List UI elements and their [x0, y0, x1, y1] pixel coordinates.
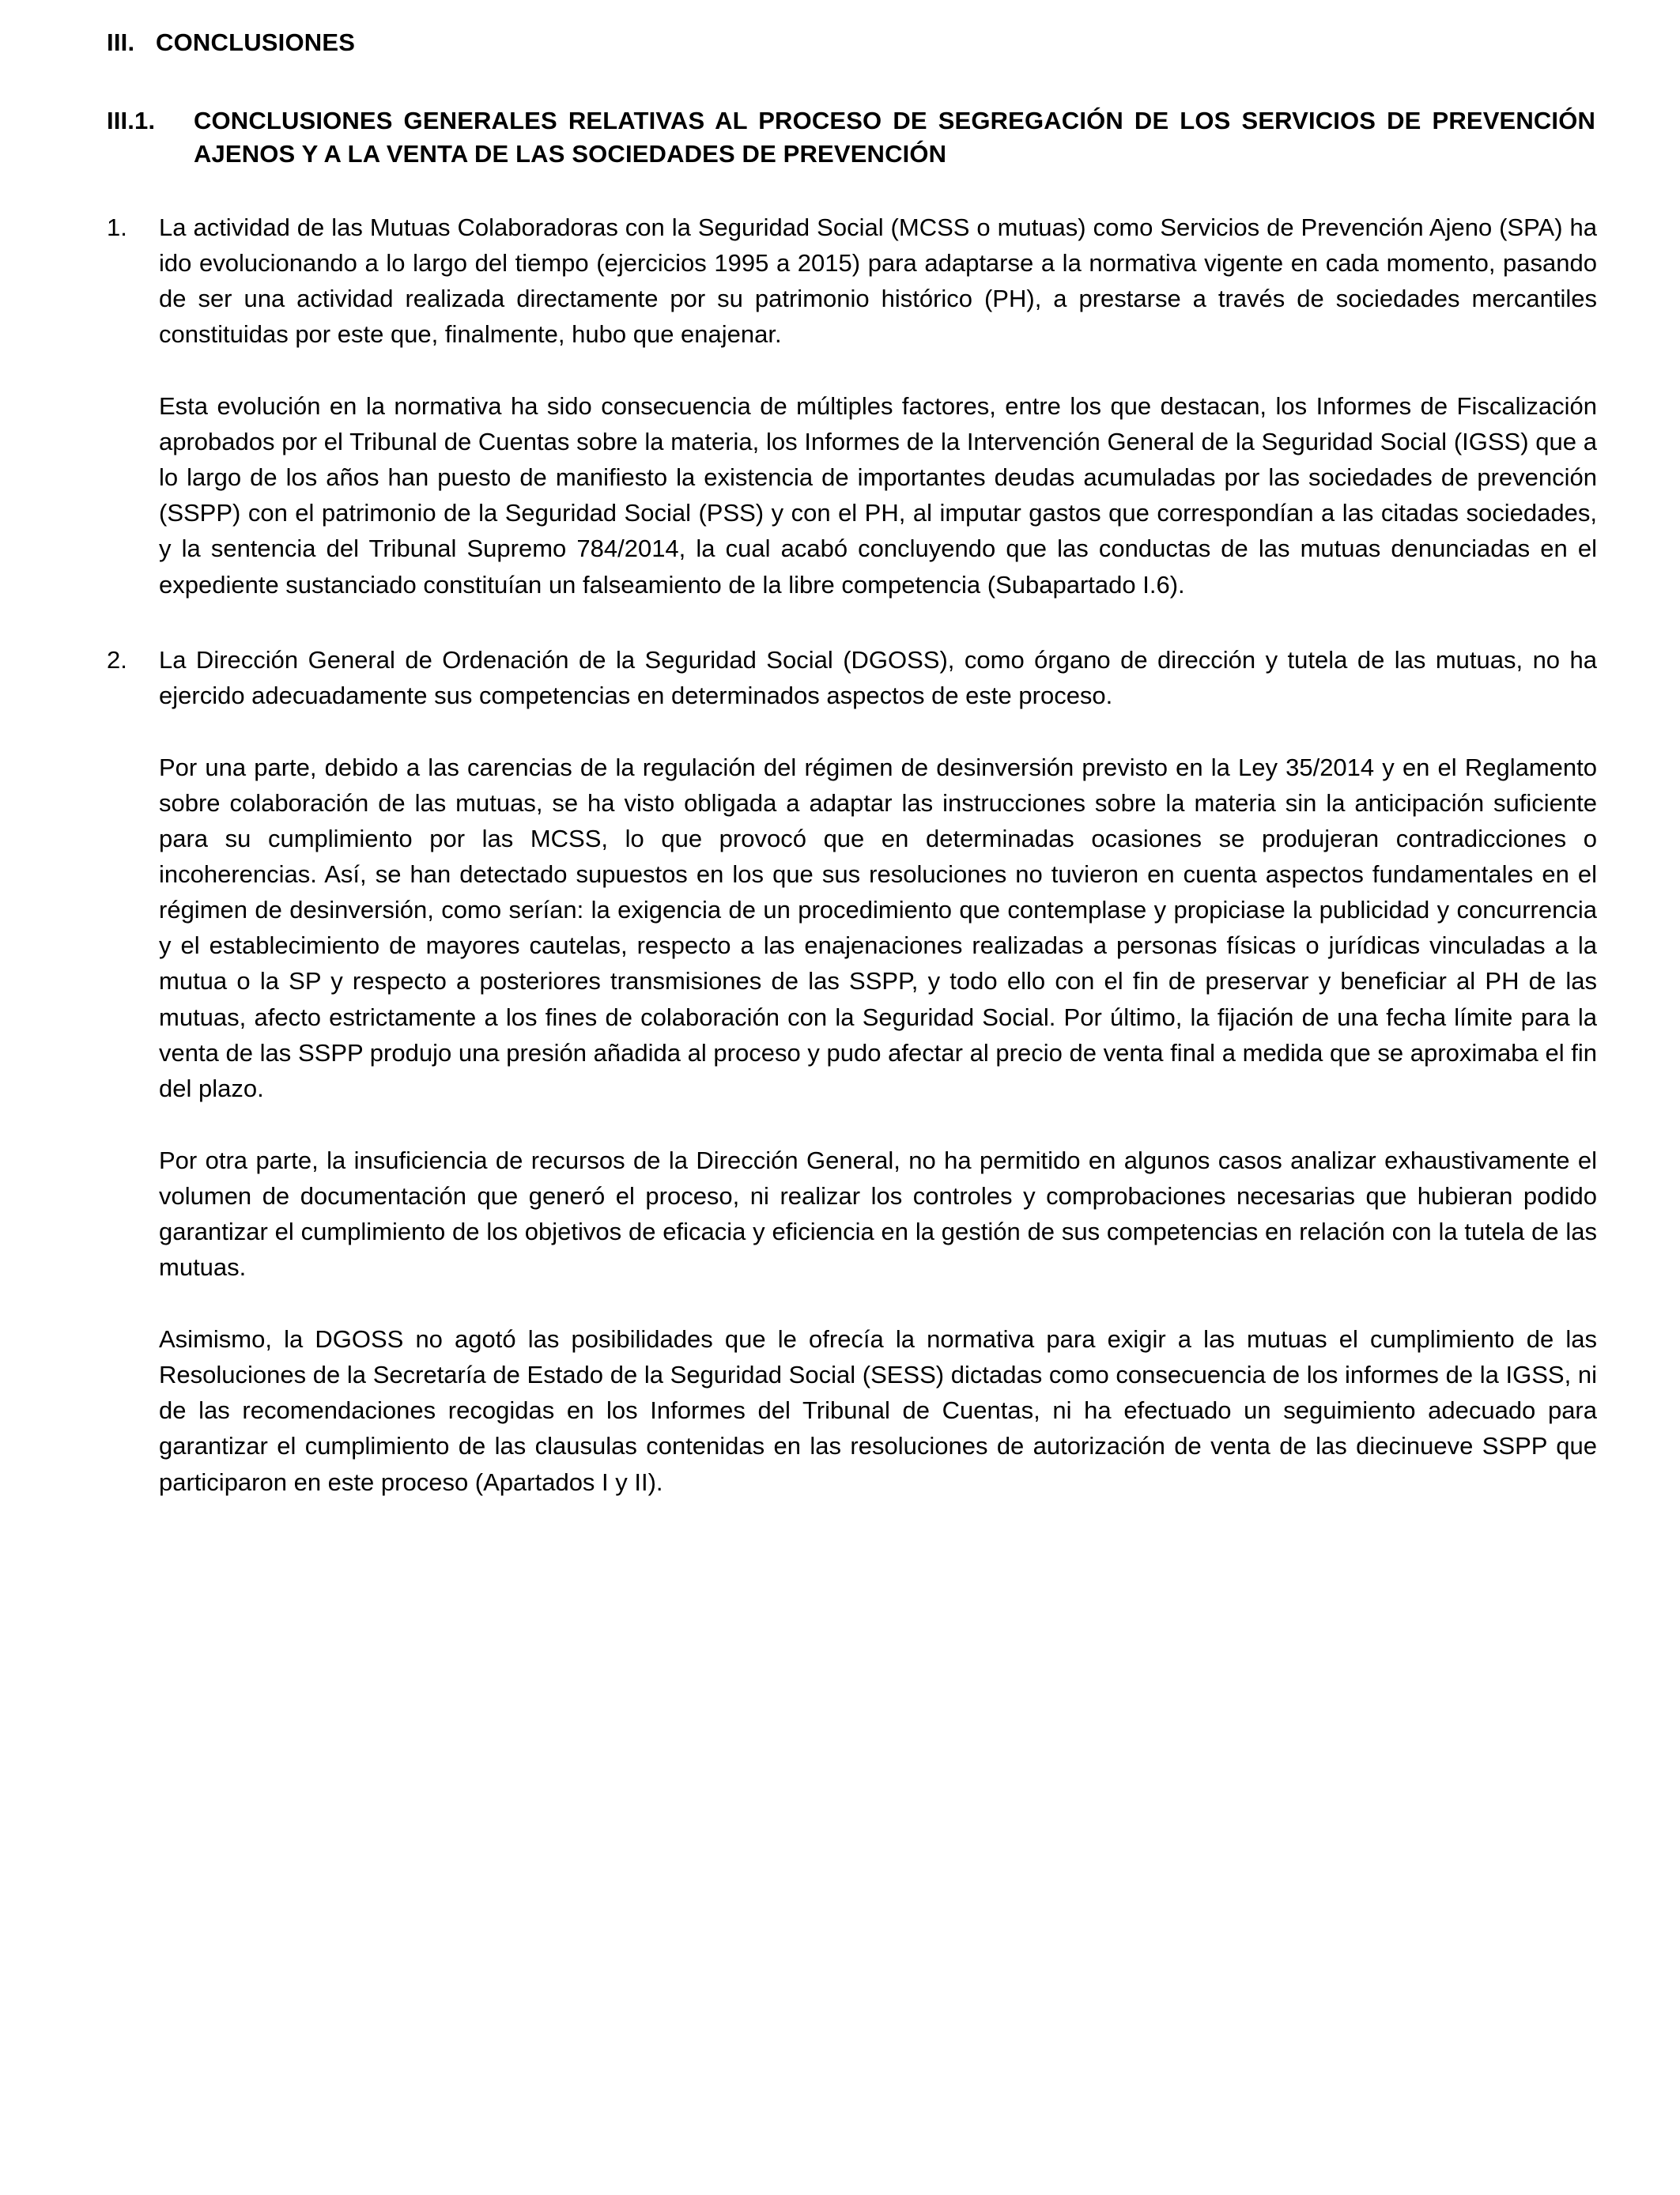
conclusion-item: [107, 210, 1597, 603]
section-heading-title: CONCLUSIONES: [156, 28, 356, 56]
subsection-heading-number: III.1.: [107, 107, 156, 135]
conclusion-item-number: 2.: [107, 645, 127, 674]
subsection-heading-title: CONCLUSIONES GENERALES RELATIVAS AL PROCESO DE SEGREGACIÓN DE LOS SERVICIOS DE PREVENCIÓN AJENOS Y A LA VENTA DE LAS SOCIEDADES DE PREVENCIÓN: [194, 107, 1595, 168]
paragraph: Asimismo, la DGOSS no agotó las posibilidades que le ofrecía la normativa para exigir a las mutuas el cumplimiento de las Resoluciones de la Secretaría de Estado de la Seguridad Social (SESS) dictadas como consecuencia de los informes de la IGSS, ni de las recomendaciones recogidas en los Informes del Tribunal de Cuentas, ni ha efectuado un seguimiento adecuado para garantizar el cumplimiento de las clausulas contenidas en las resoluciones de autorización de venta de las diecinueve SSPP que participaron en este proceso (Apartados I y II).: [159, 1325, 1597, 1496]
paragraph: La actividad de las Mutuas Colaboradoras con la Seguridad Social (MCSS o mutuas) como Servicios de Prevención Ajeno (SPA) ha ido evolucionando a lo largo del tiempo (ejercicios 1995 a 2015) para adaptarse a la normativa vigente en cada momento, pasando de ser una actividad realizada directamente por su patrimonio histórico (PH), a prestarse a través de sociedades mercantiles constituidas por este que, finalmente, hubo que enajenar.: [159, 213, 1597, 349]
conclusion-item-body: [159, 642, 1597, 1500]
conclusion-item-body: [159, 210, 1597, 603]
paragraph: Esta evolución en la normativa ha sido consecuencia de múltiples factores, entre los que destacan, los Informes de Fiscalización aprobados por el Tribunal de Cuentas sobre la materia, los Informes de la Intervención General de la Seguridad Social (IGSS) que a lo largo de los años han puesto de manifiesto la existencia de importantes deudas acumuladas por las sociedades de prevención (SSPP) con el patrimonio de la Seguridad Social (PSS) y con el PH, al imputar gastos que correspondían a las citadas sociedades, y la sentencia del Tribunal Supremo 784/2014, la cual acabó concluyendo que las conductas de las mutuas denunciadas en el expediente sustanciado constituían un falseamiento de la libre competencia (Subapartado I.6).: [159, 392, 1597, 599]
paragraph: La Dirección General de Ordenación de la Seguridad Social (DGOSS), como órgano de dirección y tutela de las mutuas, no ha ejercido adecuadamente sus competencias en determinados aspectos de este proceso.: [159, 645, 1597, 709]
paragraph: Por una parte, debido a las carencias de la regulación del régimen de desinversión previsto en la Ley 35/2014 y en el Reglamento sobre colaboración de las mutuas, se ha visto obligada a adaptar las instrucciones sobre la materia sin la anticipación suficiente para su cumplimiento por las MCSS, lo que provocó que en determinadas ocasiones se produjeran contradicciones o incoherencias. Así, se han detectado supuestos en los que sus resoluciones no tuvieron en cuenta aspectos fundamentales en el régimen de desinversión, como serían: la exigencia de un procedimiento que contemplase y propiciase la publicidad y concurrencia y el establecimiento de mayores cautelas, respecto a las enajenaciones realizadas a personas físicas o jurídicas vinculadas a la mutua o la SP y respecto a posteriores transmisiones de las SSPP, y todo ello con el fin de preservar y beneficiar al PH de las mutuas, afecto estrictamente a los fines de colaboración con la Seguridad Social. Por último, la fijación de una fecha límite para la venta de las SSPP produjo una presión añadida al proceso y pudo afectar al precio de venta final a medida que se aproximaba el fin del plazo.: [159, 753, 1597, 1102]
section-heading: [107, 27, 1597, 59]
conclusion-item-number: 1.: [107, 213, 127, 241]
section-heading-number: III.: [107, 28, 135, 56]
paragraph: Por otra parte, la insuficiencia de recursos de la Dirección General, no ha permitido en algunos casos analizar exhaustivamente el volumen de documentación que generó el proceso, ni realizar los controles y comprobaciones necesarias que hubieran podido garantizar el cumplimiento de los objetivos de eficacia y eficiencia en la gestión de sus competencias en relación con la tutela de las mutuas.: [159, 1146, 1597, 1282]
conclusion-item: [107, 642, 1597, 1500]
subsection-heading: [107, 104, 1597, 169]
